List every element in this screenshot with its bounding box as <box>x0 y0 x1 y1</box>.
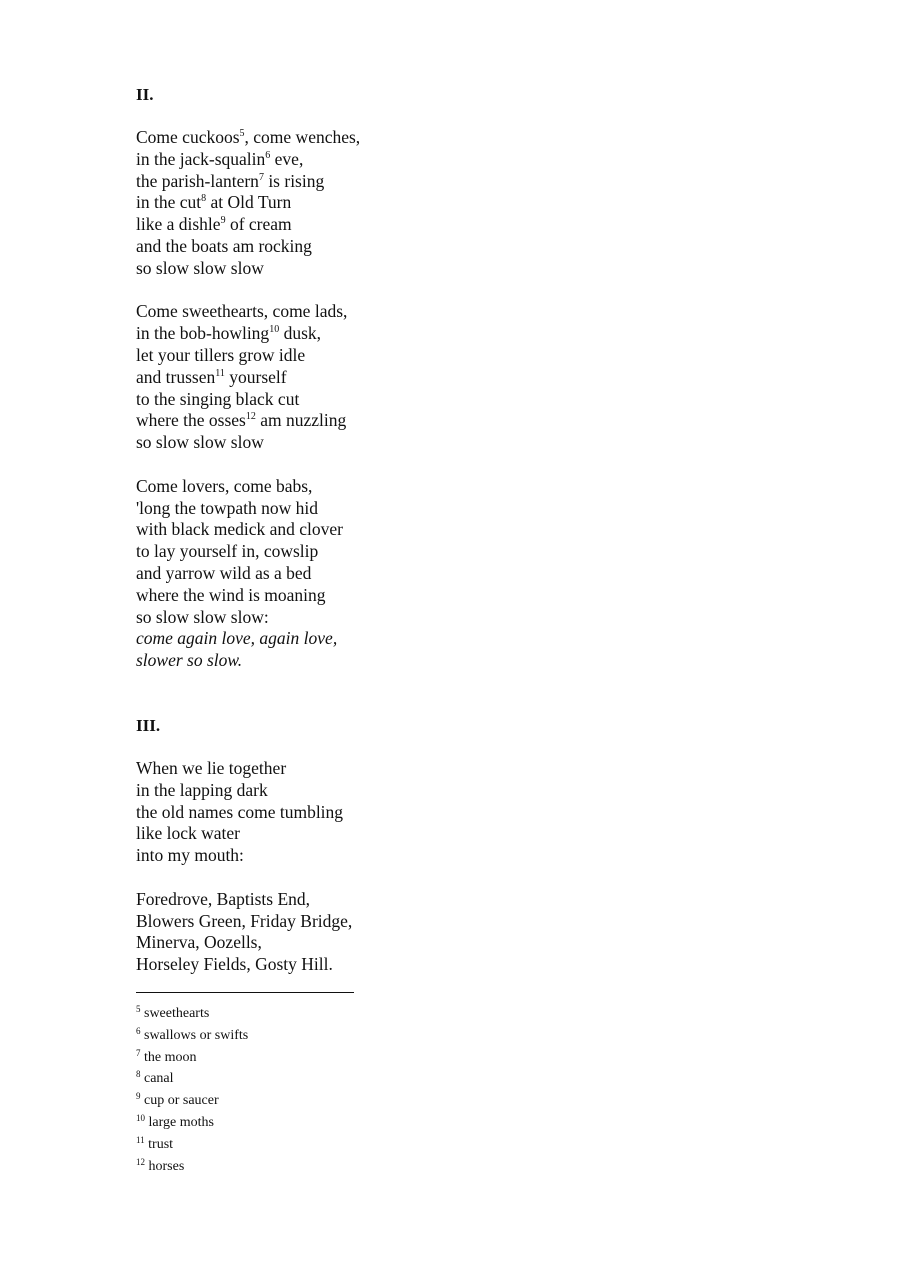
poem-line: to the singing black cut <box>136 388 300 409</box>
poem-line: and trussen$^{11}$ yourself <box>136 366 287 387</box>
poem-line: in the bob-howling$^{10}$ dusk, <box>136 323 321 344</box>
footnote: $^9$ cup or saucer <box>136 1091 219 1109</box>
poem-line: like lock water <box>136 823 240 844</box>
poem-body <box>136 84 536 976</box>
footnote-ref: 9 <box>220 215 226 227</box>
stanza-1 <box>136 127 536 280</box>
poem-line-italic: come again love, again love, <box>136 628 338 649</box>
poem-line: so slow slow slow: <box>136 606 269 627</box>
poem-line: in the cut$^8$ at Old Turn <box>136 192 292 213</box>
footnote: $^{12}$ horses <box>136 1156 185 1174</box>
footnote-divider <box>136 992 354 993</box>
footnote: $^8$ canal <box>136 1069 174 1087</box>
poem-line: and the boats am rocking <box>136 235 312 256</box>
poem-line: Horseley Fields, Gosty Hill. <box>136 954 333 975</box>
poem-line: to lay yourself in, cowslip <box>136 541 319 562</box>
footnote-ref: 7 <box>258 171 264 183</box>
poem-line: Come sweethearts, come lads, <box>136 301 348 322</box>
poem-line: so slow slow slow <box>136 432 264 453</box>
footnote: $^7$ the moon <box>136 1047 197 1065</box>
stanza-5 <box>136 889 536 976</box>
footnote-number: 10 <box>136 1112 145 1123</box>
poem-line: the old names come tumbling <box>136 801 344 822</box>
poem-line: in the jack-squalin$^6$ eve, <box>136 148 304 169</box>
poem-line: Minerva, Oozells, <box>136 932 262 953</box>
poem-line: and yarrow wild as a bed <box>136 562 312 583</box>
stanza-4 <box>136 758 536 867</box>
footnote: $^{11}$ trust <box>136 1134 174 1152</box>
footnote-number: 12 <box>136 1156 145 1167</box>
section-heading-iii: III. <box>136 715 161 735</box>
poem-line: let your tillers grow idle <box>136 344 306 365</box>
footnote-ref: 10 <box>269 324 280 336</box>
poem-line: with black medick and clover <box>136 519 344 540</box>
stanza-2 <box>136 301 536 454</box>
footnote-number: 7 <box>136 1047 141 1058</box>
stanza-3 <box>136 476 536 672</box>
poem-line: When we lie together <box>136 757 287 778</box>
footnote: $^{10}$ large moths <box>136 1112 214 1130</box>
poem-line: so slow slow slow <box>136 257 264 278</box>
poem-line: 'long the towpath now hid <box>136 497 319 518</box>
poem-line: into my mouth: <box>136 845 244 866</box>
poem-line-italic: slower so slow. <box>136 650 243 671</box>
footnote-number: 11 <box>136 1134 145 1145</box>
poem-line: Blowers Green, Friday Bridge, <box>136 910 353 931</box>
poem-line: Come lovers, come babs, <box>136 475 313 496</box>
footnote-number: 6 <box>136 1025 141 1036</box>
footnote-ref: 6 <box>265 149 271 161</box>
footnote: $^5$ sweethearts <box>136 1004 210 1021</box>
poem-line: where the osses$^{12}$ am nuzzling <box>136 410 347 431</box>
footnote-number: 5 <box>136 1004 141 1014</box>
poem-line: Foredrove, Baptists End, <box>136 888 311 909</box>
footnotes <box>136 1003 248 1177</box>
footnote-ref: 5 <box>239 128 245 139</box>
footnote-ref: 12 <box>245 411 256 423</box>
poem-line: like a dishle$^9$ of cream <box>136 214 292 235</box>
footnote-ref: 8 <box>201 193 207 205</box>
poem-line: where the wind is moaning <box>136 584 326 605</box>
footnote-number: 8 <box>136 1069 141 1080</box>
section-heading-ii: II. <box>136 85 154 104</box>
footnote: $^6$ swallows or swifts <box>136 1025 249 1043</box>
footnote-number: 9 <box>136 1091 141 1102</box>
poem-line: the parish-lantern$^7$ is rising <box>136 170 325 191</box>
poem-line: in the lapping dark <box>136 779 268 800</box>
poem-line: Come cuckoos$^5$, come wenches, <box>136 127 361 147</box>
footnote-ref: 11 <box>215 367 225 379</box>
